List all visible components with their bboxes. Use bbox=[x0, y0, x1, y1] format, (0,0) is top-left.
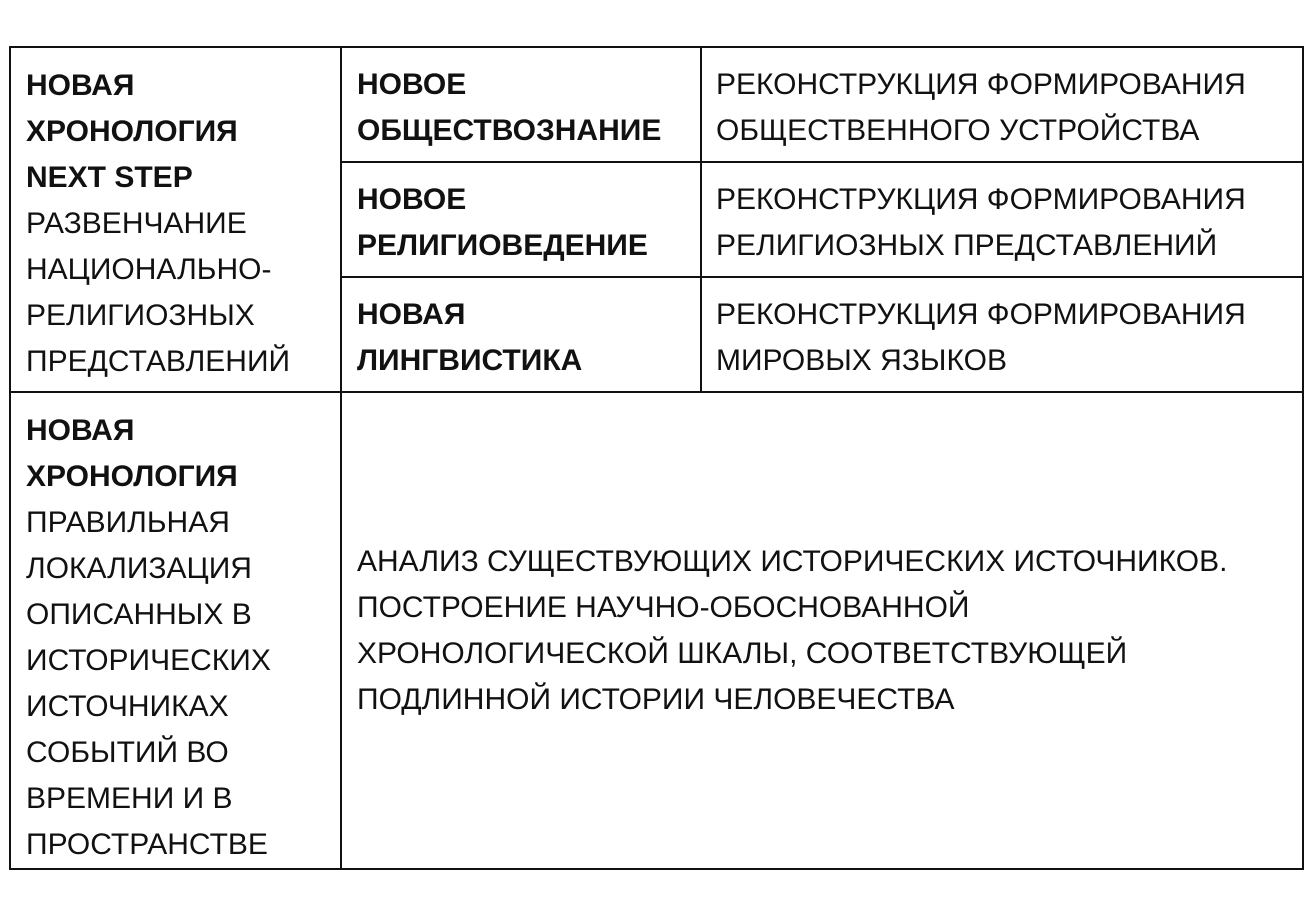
analysis-line: ХРОНОЛОГИЧЕСКОЙ ШКАЛЫ, СООТВЕТСТВУЮЩЕЙ bbox=[357, 636, 1128, 670]
next-step-title-line: ХРОНОЛОГИЯ bbox=[26, 115, 238, 148]
analysis-line: ПОДЛИННОЙ ИСТОРИИ ЧЕЛОВЕЧЕСТВА bbox=[357, 682, 955, 716]
discipline-desc-line: РЕКОНСТРУКЦИЯ ФОРМИРОВАНИЯ bbox=[716, 298, 1246, 331]
discipline-name-line: НОВАЯ bbox=[357, 298, 466, 331]
next-step-desc-line: ПРЕДСТАВЛЕНИЙ bbox=[26, 345, 291, 378]
new-chronology-title-line: ХРОНОЛОГИЯ bbox=[26, 460, 238, 493]
discipline-desc-line: РЕКОНСТРУКЦИЯ ФОРМИРОВАНИЯ bbox=[716, 183, 1246, 216]
discipline-name-line: НОВОЕ bbox=[357, 183, 467, 216]
analysis-line: АНАЛИЗ СУЩЕСТВУЮЩИХ ИСТОРИЧЕСКИХ ИСТОЧНИКОВ. bbox=[357, 544, 1228, 578]
analysis-cell bbox=[341, 392, 1303, 869]
next-step-desc-line: РЕЛИГИОЗНЫХ bbox=[26, 299, 255, 332]
new-chronology-cell bbox=[10, 392, 341, 869]
new-chronology-desc-line: ПРОСТРАНСТВЕ bbox=[26, 828, 268, 861]
discipline-name-line: РЕЛИГИОВЕДЕНИЕ bbox=[357, 229, 648, 262]
discipline-name-line: НОВОЕ bbox=[357, 68, 467, 101]
next-step-title-line: НОВАЯ bbox=[26, 69, 135, 102]
table-row bbox=[10, 392, 1303, 869]
next-step-cell bbox=[10, 47, 341, 392]
analysis-line: ПОСТРОЕНИЕ НАУЧНО-ОБОСНОВАННОЙ bbox=[357, 590, 970, 624]
discipline-desc-line: ОБЩЕСТВЕННОГО УСТРОЙСТВА bbox=[716, 114, 1200, 147]
new-chronology-desc-line: ПРАВИЛЬНАЯ bbox=[26, 506, 230, 539]
next-step-title-line: NEXT STEP bbox=[26, 161, 193, 194]
new-chronology-desc-line: ВРЕМЕНИ И В bbox=[26, 782, 233, 815]
new-chronology-desc-line: ИСТОРИЧЕСКИХ bbox=[26, 644, 271, 677]
new-chronology-title-line: НОВАЯ bbox=[26, 414, 135, 447]
new-chronology-desc-line: ЛОКАЛИЗАЦИЯ bbox=[26, 552, 252, 585]
new-chronology-desc-line: ИСТОЧНИКАХ bbox=[26, 690, 229, 723]
discipline-desc-cell bbox=[701, 277, 1303, 392]
discipline-name-cell bbox=[341, 47, 701, 162]
new-chronology-desc-line: ОПИСАННЫХ В bbox=[26, 598, 252, 631]
discipline-name-line: ОБЩЕСТВОЗНАНИЕ bbox=[357, 114, 662, 147]
discipline-desc-line: МИРОВЫХ ЯЗЫКОВ bbox=[716, 344, 1007, 377]
discipline-desc-cell bbox=[701, 47, 1303, 162]
discipline-name-cell bbox=[341, 277, 701, 392]
discipline-desc-line: РЕКОНСТРУКЦИЯ ФОРМИРОВАНИЯ bbox=[716, 68, 1246, 101]
next-step-desc-line: НАЦИОНАЛЬНО- bbox=[26, 253, 272, 286]
discipline-desc-cell bbox=[701, 162, 1303, 277]
discipline-name-line: ЛИНГВИСТИКА bbox=[357, 344, 583, 377]
discipline-name-cell bbox=[341, 162, 701, 277]
table-row bbox=[10, 47, 1303, 162]
new-chronology-desc-line: СОБЫТИЙ ВО bbox=[26, 736, 229, 769]
next-step-desc-line: РАЗВЕНЧАНИЕ bbox=[26, 207, 247, 240]
chronology-table bbox=[9, 46, 1304, 870]
discipline-desc-line: РЕЛИГИОЗНЫХ ПРЕДСТАВЛЕНИЙ bbox=[716, 229, 1218, 262]
